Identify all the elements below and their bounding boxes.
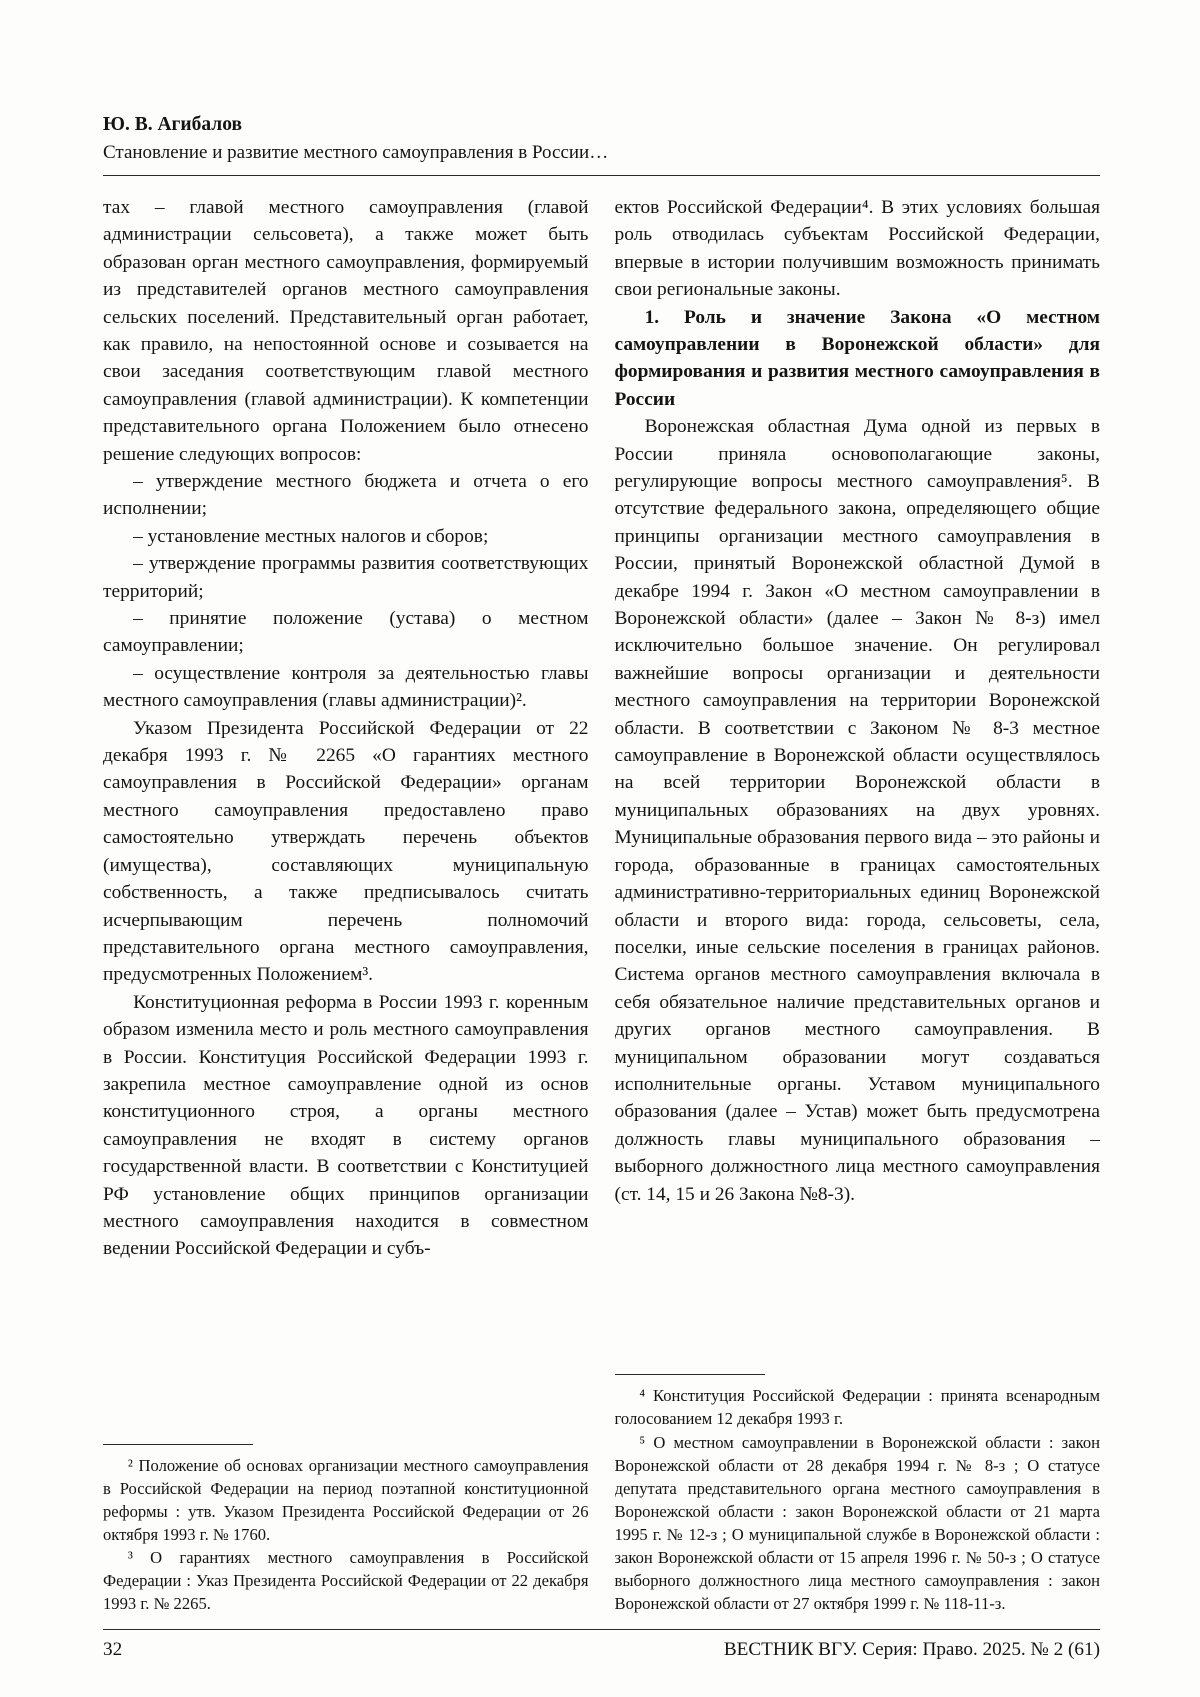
paragraph-decree: Указом Президента Российской Федерации от 22 декабря 1993 г. № 2265 «О гарантиях местного самоуправления в Российской Федерации» органам местного самоуправления предоставлено право самостоятельно утверждать перечень объектов (имущества), составляющих муниципальную собственность, а также предписывалось считать исчерпывающим перечень полномочий представительного органа местного самоуправления, предусмотренных Положением³. [103,717,589,986]
footnote-4: ⁴ Конституция Российской Федерации : принята всенародным голосованием 12 декабря 1993 г. [614,1386,1100,1429]
paragraph-voronezh-law: Воронежская областная Дума одной из первых в России приняла основополагающие законы, регулирующие вопросы местного самоуправления⁵. В отсутствие федерального закона, определяющего общие принципы организации местного самоуправления в России, принятый Воронежской областной Думой в декабре 1994 г. Закон «О местном самоуправлении в Воронежской области» (далее – Закон № 8-з) имел исключительно большое значение. Он регулировал важнейшие вопросы организации и деятельности местного самоуправления на территории Воронежской области. В соответствии с Законом № 8-3 местное самоуправление в Воронежской области осуществлялось на всей территории Воронежской области в муниципальных образованиях на двух уровнях. Муниципальные образования первого вида – это районы и города, образованные в границах самостоятельных административно-территориальных единиц Воронежской области и второго вида: города, сельсоветы, села, поселки, иные сельские поселения в границах районов. Система органов местного самоуправления включала в себя обязательное наличие представительных органов и других органов местного самоуправления. В муниципальном образовании могут создаваться исполнительные органы. Уставом муниципального образования (далее – Устав) может быть предусмотрена должность главы муниципального образования – выборного должностного лица местного самоуправления (ст. 14, 15 и 26 Закона №8-3). [614,416,1100,1205]
paragraph-continuation: тах – главой местного самоуправления (главой администрации сельсовета), а также может быть образован орган местного самоуправления, формируемый из представителей органов местного самоуправления сельских поселений. Представительный орган работает, как правило, на непостоянной основе и созывается на свои заседания соответствующим главой местного самоуправления (главой администрации). К компетенции представительного органа Положением было отнесено решение следующих вопросов: [103,196,589,465]
right-footnotes [615,1358,1101,1615]
page-header [103,112,1100,176]
page-number: 32 [103,1639,123,1660]
left-footnotes [103,1428,589,1615]
list-item-budget: – утверждение местного бюджета и отчета о его исполнении; [103,471,589,520]
footnote-5: ⁵ О местном самоуправлении в Воронежской области : закон Воронежской области от 28 декабря 1994 г. № 8-з ; О статусе депутата представительного органа местного самоуправления в Воронежской области : закон Воронежской области от 21 марта 1995 г. № 12-з ; О муниципальной службе в Воронежской области : закон Воронежской области от 15 апреля 1996 г. № 50-з ; О статусе выборного должностного лица местного самоуправления : закон Воронежской области от 27 октября 1999 г. № 118-11-з. [614,1432,1100,1613]
footnote-divider [103,1444,253,1445]
list-item-charter: – принятие положение (устава) о местном самоуправлении; [103,608,589,657]
list-item-programs: – утверждение программы развития соответствующих территорий; [103,553,589,602]
section-heading: 1. Роль и значение Закона «О местном самоуправлении в Воронежской области» для формирования и развития местного самоуправления в России [614,306,1100,410]
author-name: Ю. В. Агибалов [103,114,243,135]
running-title: Становление и развитие местного самоуправления в России… [103,140,1100,176]
article-body [103,194,1100,1615]
footnote-divider [615,1374,765,1375]
page-footer [103,1629,1100,1661]
paragraph-continuation: ектов Российской Федерации⁴. В этих условиях большая роль отводилась субъектам Российской Федерации, впервые в истории получившим возможность принимать свои региональные законы. [614,196,1100,301]
list-item-taxes: – установление местных налогов и сборов; [133,525,489,547]
footnote-3: ³ О гарантиях местного самоуправления в Российской Федерации : Указ Президента Российской Федерации от 22 декабря 1993 г. № 2265. [103,1547,589,1613]
right-column [615,194,1101,1615]
list-item-control: – осуществление контроля за деятельностью главы местного самоуправления (главы администрации)². [103,662,589,712]
journal-info: ВЕСТНИК ВГУ. Серия: Право. 2025. № 2 (61) [723,1639,1100,1660]
paragraph-constitution-reform: Конституционная реформа в России 1993 г. коренным образом изменила место и роль местного самоуправления в России. Конституция Российской Федерации 1993 г. закрепила местное самоуправление одной из основ конституционного строя, а органы местного самоуправления не входят в систему органов государственной власти. В соответствии с Конституцией РФ установление общих принципов организации местного самоуправления находится в совместном ведении Российской Федерации и субъ- [103,991,589,1260]
footnote-2: ² Положение об основах организации местного самоуправления в Российской Федерации на период поэтапной конституционной реформы : утв. Указом Президента Российской Федерации от 26 октября 1993 г. № 1760. [103,1455,589,1544]
left-column [103,194,589,1615]
